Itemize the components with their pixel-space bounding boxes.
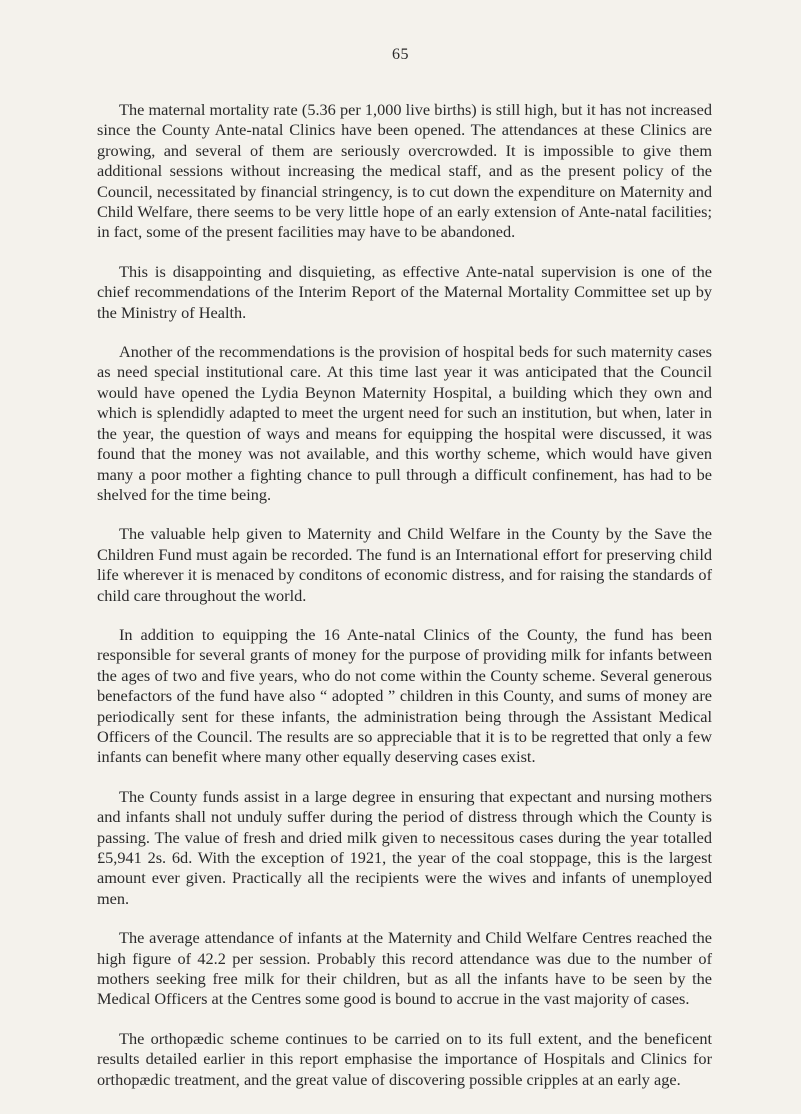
paragraph-average-attendance: The average attendance of infants at the Maternity and Child Welfare Centres reached the high figure of 42.2 per session. Probably this record attendance was due to the number of mothers seeking free milk for their children, but as all the infants have to be seen by the Medical Officers at the Centres some good is bound to accrue in the vast majority of cases.	[97, 928, 712, 1009]
paragraph-orthopaedic-scheme: The orthopædic scheme continues to be carried on to its full extent, and the beneficent results detailed earlier in this report emphasise the importance of Hospitals and Clinics for orthopædic treatment, and the great value of discovering possible cripples at an early age.	[97, 1028, 712, 1089]
paragraph-maternal-mortality: The maternal mortality rate (5.36 per 1,000 live births) is still high, but it has not increased since the County Ante-natal Clinics have been opened. The attendances at these Clinics are growing, and several of them are seriously overcrowded. It is impossible to give them additional sessions without increasing the medical staff, and as the present policy of the Council, necessitated by financial stringency, is to cut down the expenditure on Maternity and Child Welfare, there seems to be very little hope of an early extension of Ante-natal facilities; in fact, some of the present facilities may have to be abandoned.	[97, 100, 712, 242]
paragraph-ante-natal-supervision: This is disappointing and disquieting, as effective Ante-natal supervision is one of the chief recommendations of the Interim Report of the Maternal Mortality Committee set up by the Ministry of Health.	[97, 261, 712, 322]
paragraph-county-funds: The County funds assist in a large degree in ensuring that expectant and nursing mothers and infants shall not unduly suffer during the period of distress through which the County is passing. The value of fresh and dried milk given to necessitous cases during the year totalled £5,941 2s. 6d. With the exception of 1921, the year of the coal stoppage, this is the largest amount ever given. Practically all the recipients were the wives and infants of unemployed men.	[97, 786, 712, 908]
report-body	[97, 100, 712, 1109]
paragraph-save-the-children: The valuable help given to Maternity and Child Welfare in the County by the Save the Children Fund must again be recorded. The fund is an International effort for preserving child life wherever it is menaced by conditons of economic distress, and for raising the standards of child care throughout the world.	[97, 524, 712, 605]
page-number: 65	[392, 46, 409, 63]
paragraph-hospital-beds: Another of the recommendations is the provision of hospital beds for such maternity cases as need special institutional care. At this time last year it was anticipated that the Council would have opened the Lydia Beynon Maternity Hospital, a building which they own and which is splendidly adapted to meet the urgent need for such an institution, but when, later in the year, the question of ways and means for equipping the hospital were discussed, it was found that the money was not available, and this worthy scheme, which would have given many a poor mother a fighting chance to pull through a difficult confinement, has had to be shelved for the time being.	[97, 342, 712, 504]
paragraph-fund-grants: In addition to equipping the 16 Ante-natal Clinics of the County, the fund has been responsible for several grants of money for the purpose of providing milk for infants between the ages of two and five years, who do not come within the County scheme. Several generous benefactors of the fund have also “ adopted ” children in this County, and sums of money are periodically sent for these infants, the administration being through the Assistant Medical Officers of the Council. The results are so appreciable that it is to be regretted that only a few infants can benefit where many other equally deserving cases exist.	[97, 624, 712, 767]
